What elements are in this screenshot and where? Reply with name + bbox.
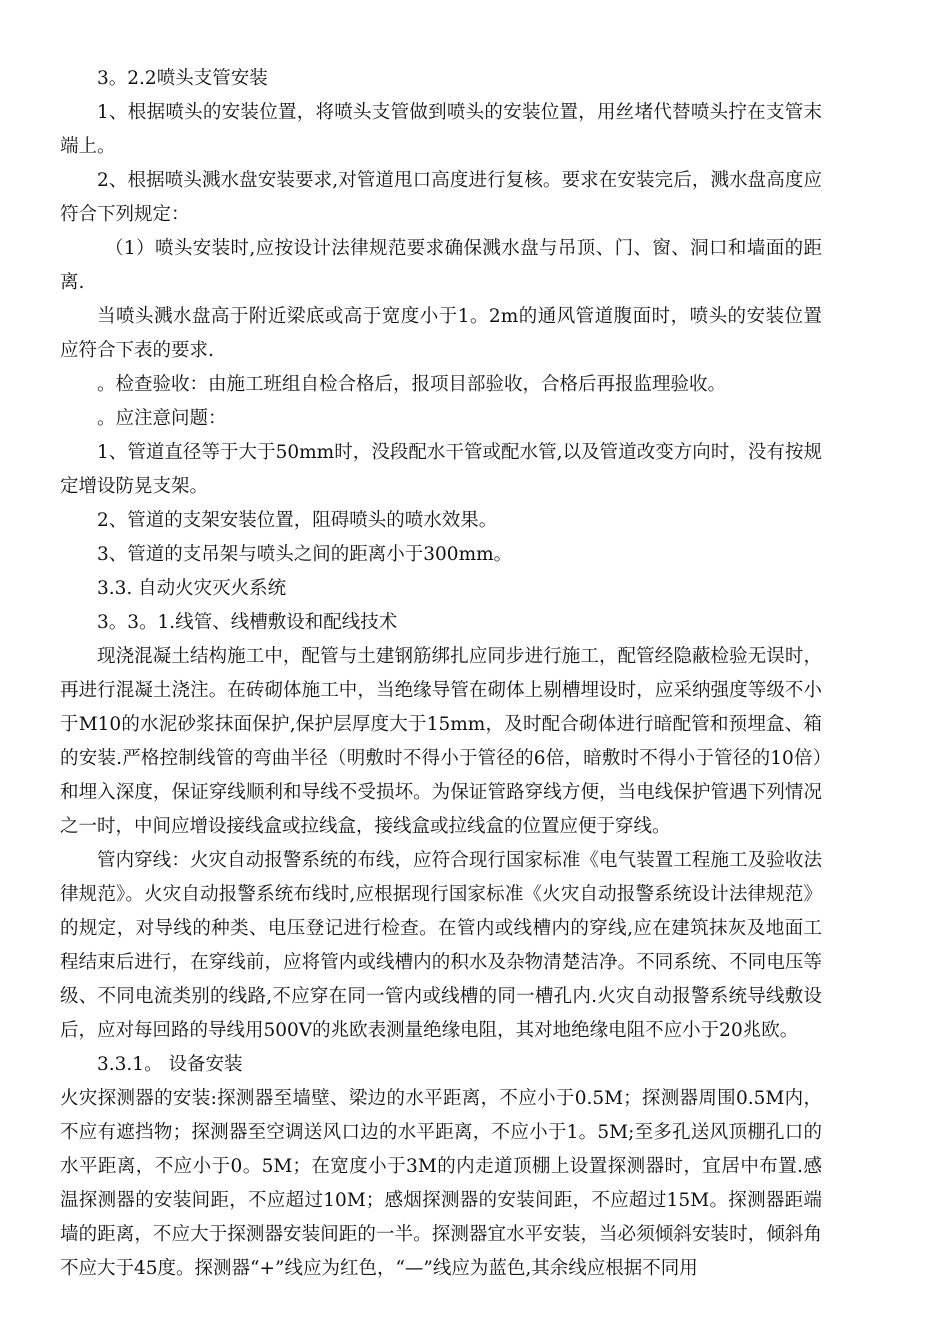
paragraph-6: 。应注意问题： — [97, 408, 227, 429]
paragraph-4: 当喷头溅水盘高于附近梁底或高于宽度小于1。2m的通风管道腹面时，喷头的安装位置应符合下表的要求. — [60, 306, 822, 361]
paragraph-wiring: 管内穿线：火灾自动报警系统的布线，应符合现行国家标准《电气装置工程施工及验收法律规范》。火灾自动报警系统布线时,应根据现行国家标准《火灾自动报警系统设计法律规范》的规定，对导线的种类、电压登记进行检查。在管内或线槽内的穿线,应在建筑抹灰及地面工程结束后进行，在穿线前，应将管内或线槽内的积水及杂物清楚洁净。不同系统、不同电压等级、不同电流类别的线路,不应穿在同一管内或线槽的同一槽孔内.火灾自动报警系统导线敷设后，应对每回路的导线用500V的兆欧表测量绝缘电阻，其对地绝缘电阻不应小于20兆欧。 — [60, 850, 822, 1041]
paragraph-conduit-laying: 现浇混凝土结构施工中，配管与土建钢筋绑扎应同步进行施工，配管经隐蔽检验无误时，再进行混凝土浇注。在砖砌体施工中，当绝缘导管在砌体上剔槽埋设时，应采纳强度等级不小于M10的水泥砂浆抹面保护,保护层厚度大于15mm，及时配合砌体进行暗配管和预埋盒、箱的安装.严格控制线管的弯曲半径（明敷时不得小于管径的6倍，暗敷时不得小于管径的10倍）和埋入深度，保证穿线顺利和导线不受损坏。为保证管路穿线方便，当电线保护管遇下列情况之一时，中间应增设接线盒或拉线盒，接线盒或拉线盒的位置应便于穿线。 — [60, 646, 822, 837]
paragraph-5: 。检查验收：由施工班组自检合格后，报项目部验收，合格后再报监理验收。 — [97, 374, 727, 395]
paragraph-detector-install: 火灾探测器的安装:探测器至墙壁、梁边的水平距离，不应小于0.5M；探测器周围0.5M内，不应有遮挡物；探测器至空调送风口边的水平距离，不应小于1。5M;至多孔送风顶棚孔口的水平距离，不应小于0。5M；在宽度小于3M的内走道顶棚上设置探测器时，宜居中布置.感温探测器的安装间距，不应超过10M；感烟探测器的安装间距，不应超过15M。探测器距端墙的距离，不应大于探测器安装间距的一半。探测器宜水平安装，当必须倾斜安装时，倾斜角不应大于45度。探测器“+”线应为红色，“—”线应为蓝色,其余线应根据不同用 — [60, 1088, 822, 1279]
section-heading-3-2-2: 3。2.2喷头支管安装 — [97, 68, 268, 89]
section-heading-3-3: 3.3. 自动火灾灭火系统 — [97, 578, 287, 599]
section-heading-3-3-1: 3。3。1.线管、线槽敷设和配线技术 — [97, 612, 398, 633]
paragraph-3: （1）喷头安装时,应按设计法律规范要求确保溅水盘与吊顶、门、窗、洞口和墙面的距离. — [60, 238, 822, 293]
document-body — [60, 62, 822, 1286]
paragraph-1: 1、根据喷头的安装位置，将喷头支管做到喷头的安装位置，用丝堵代替喷头拧在支管末端上。 — [60, 102, 822, 157]
paragraph-9: 3、管道的支吊架与喷头之间的距离小于300mm。 — [97, 544, 513, 565]
paragraph-8: 2、管道的支架安装位置，阻碍喷头的喷水效果。 — [97, 510, 498, 531]
paragraph-2: 2、根据喷头溅水盘安装要求,对管道甩口高度进行复核。要求在安装完后，溅水盘高度应符合下列规定： — [60, 170, 822, 225]
section-heading-equipment: 3.3.1。 设备安装 — [97, 1054, 243, 1075]
paragraph-7: 1、管道直径等于大于50mm时，没段配水干管或配水管,以及管道改变方向时，没有按规定增设防晃支架。 — [60, 442, 822, 497]
